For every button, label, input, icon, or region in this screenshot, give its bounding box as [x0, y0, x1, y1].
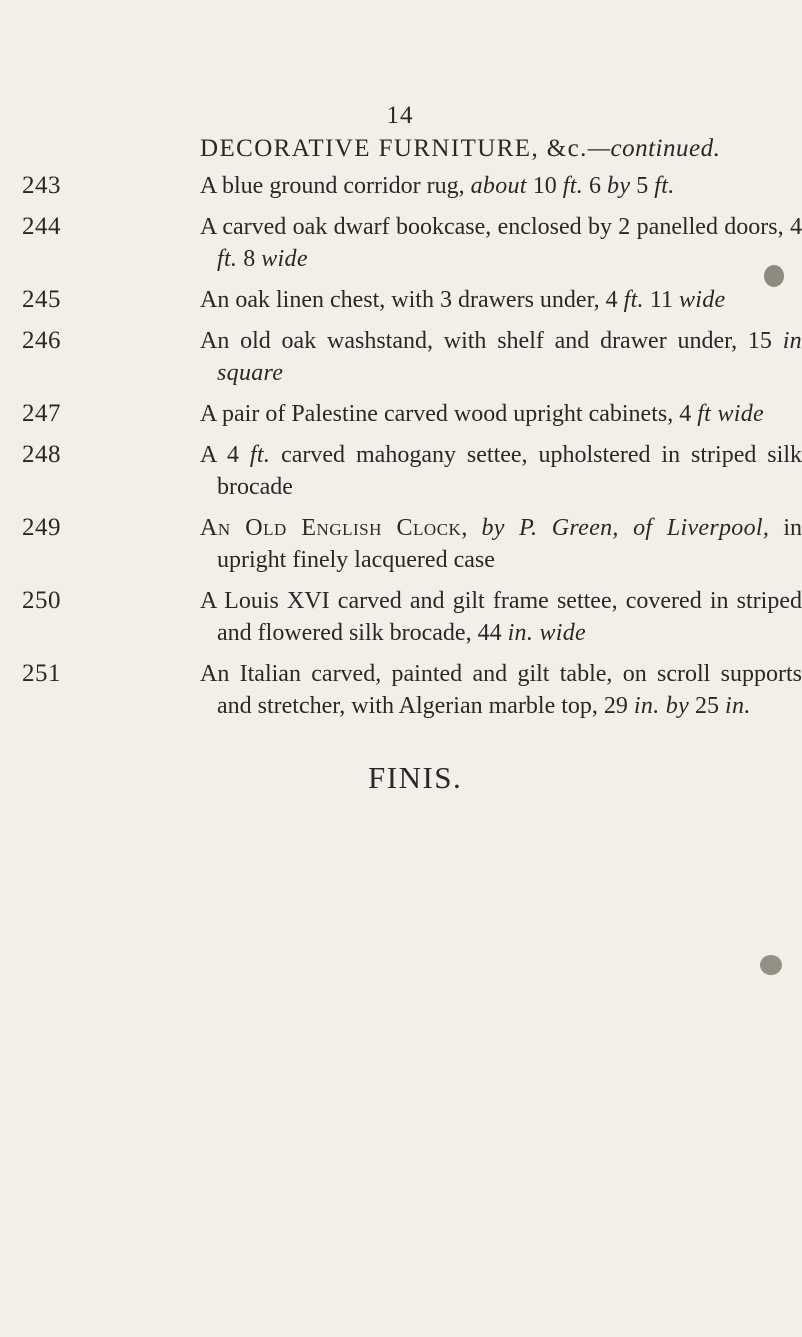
paper-stain: [760, 955, 782, 975]
lot-entry: [0, 585, 800, 649]
heading-continued: —continued.: [587, 135, 721, 162]
lot-description: A pair of Palestine carved wood upright cabinets, 4 ft wide: [200, 401, 764, 427]
lot-description: An Old English Clock, by P. Green, of Liverpool, in upright finely lacquered case: [200, 515, 802, 573]
lot-entry: [0, 658, 800, 722]
lot-number: 247: [22, 400, 61, 427]
heading-title: DECORATIVE FURNITURE, &c.: [200, 135, 588, 162]
lot-list: [0, 170, 800, 731]
lot-description: A Louis XVI carved and gilt frame settee, covered in striped and flowered silk brocade, 44 in. wide: [200, 588, 802, 646]
lot-number: 248: [22, 441, 61, 468]
lot-description: A blue ground corridor rug, about 10 ft. 6 by 5 ft.: [200, 173, 675, 199]
paper-stain: [764, 265, 784, 287]
lot-entry: [0, 439, 800, 503]
lot-description: A carved oak dwarf bookcase, enclosed by 2 panelled doors, 4 ft. 8 wide: [200, 214, 802, 272]
section-heading: [200, 135, 780, 163]
lot-entry: [0, 398, 800, 430]
lot-entry: [0, 170, 800, 202]
lot-description: An oak linen chest, with 3 drawers under, 4 ft. 11 wide: [200, 287, 726, 313]
lot-number: 250: [22, 587, 61, 614]
lot-number: 246: [22, 327, 61, 354]
lot-entry: [0, 211, 800, 275]
lot-description: An Italian carved, painted and gilt table, on scroll supports and stretcher, with Algerian marble top, 29 in. by 25 in.: [200, 661, 802, 719]
lot-description: A 4 ft. carved mahogany settee, upholstered in striped silk brocade: [200, 442, 802, 500]
lot-number: 249: [22, 514, 61, 541]
lot-number: 245: [22, 286, 61, 313]
page-number: 14: [386, 102, 414, 129]
finis-text: FINIS.: [368, 760, 463, 795]
lot-description: An old oak washstand, with shelf and drawer under, 15 in square: [200, 328, 802, 386]
lot-number: 244: [22, 213, 61, 240]
lot-entry: [0, 284, 800, 316]
lot-entry: [0, 512, 800, 576]
lot-number: 243: [22, 172, 61, 199]
lot-entry: [0, 325, 800, 389]
lot-number: 251: [22, 660, 61, 687]
